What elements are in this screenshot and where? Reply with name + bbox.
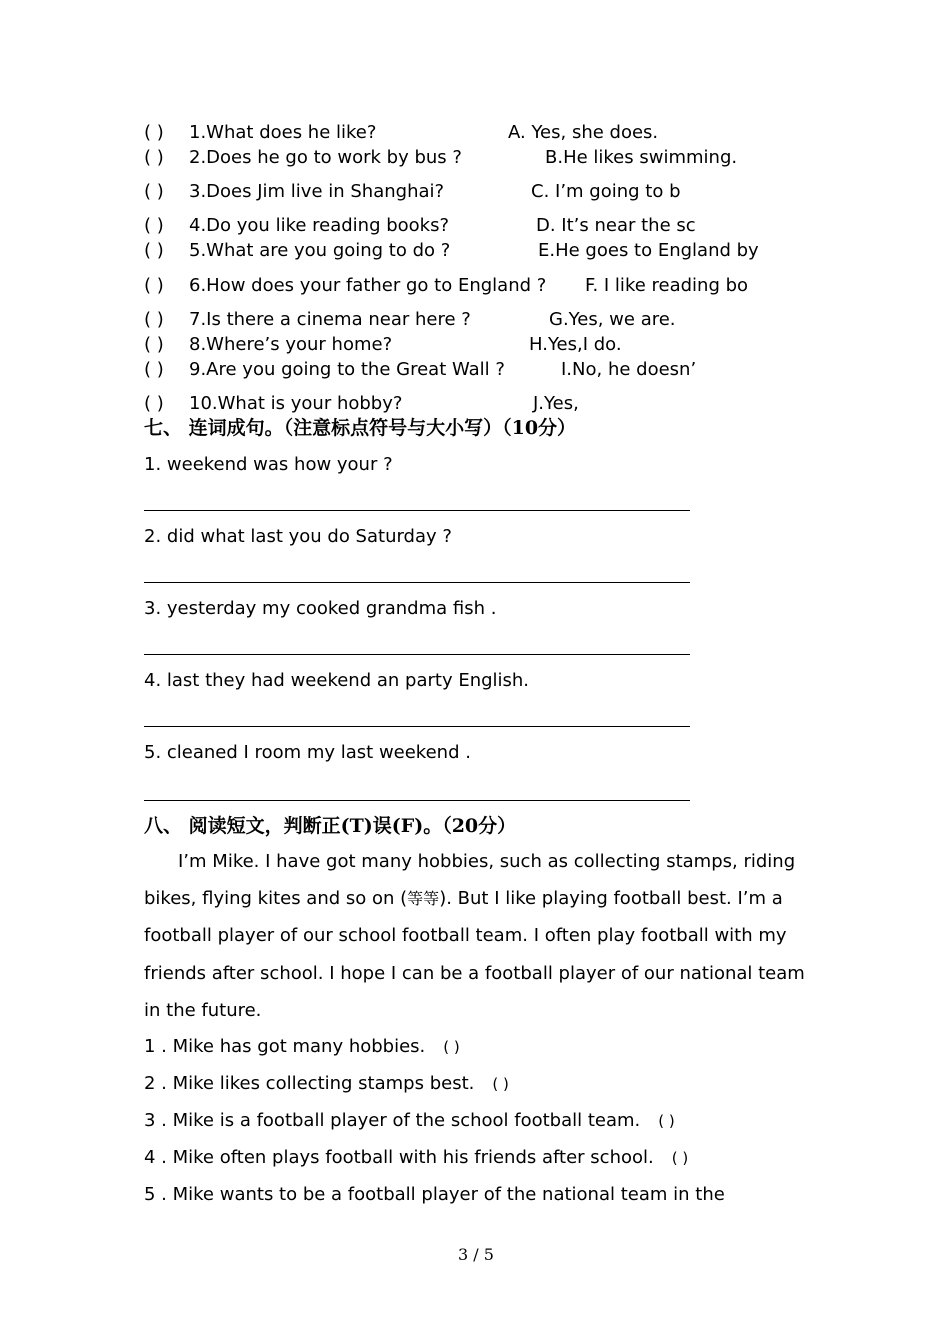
match-answer: C. I’m going to b: [531, 181, 681, 202]
section-8-heading: 八、 阅读短文，判断正(T)误(F)。（20分）: [144, 815, 517, 837]
answer-line[interactable]: [144, 654, 690, 655]
match-question: 10.What is your hobby?: [189, 393, 403, 414]
reorder-item: 4. last they had weekend an party English.: [144, 670, 530, 691]
answer-paren[interactable]: ( ): [144, 275, 164, 296]
answer-paren[interactable]: ( ): [144, 240, 164, 261]
match-answer: E.He goes to England by: [538, 240, 759, 261]
match-question: 3.Does Jim live in Shanghai?: [189, 181, 445, 202]
answer-line[interactable]: [144, 800, 690, 801]
answer-line[interactable]: [144, 582, 690, 583]
answer-paren[interactable]: ( ): [144, 359, 164, 380]
answer-line[interactable]: [144, 726, 690, 727]
tf-blank[interactable]: ( ): [492, 1075, 509, 1093]
tf-statement: 1 . Mike has got many hobbies. ( ): [144, 1036, 460, 1057]
match-answer: B.He likes swimming.: [545, 147, 738, 168]
match-answer: G.Yes, we are.: [549, 309, 676, 330]
match-answer: I.No, he doesn’: [561, 359, 697, 380]
section-7-heading: 七、 连词成句。（注意标点符号与大小写）（10分）: [144, 417, 577, 439]
tf-blank[interactable]: ( ): [658, 1112, 675, 1130]
answer-paren[interactable]: ( ): [144, 147, 164, 168]
match-question: 9.Are you going to the Great Wall ?: [189, 359, 505, 380]
answer-paren[interactable]: ( ): [144, 334, 164, 355]
match-question: 5.What are you going to do ?: [189, 240, 451, 261]
match-question: 2.Does he go to work by bus ?: [189, 147, 462, 168]
tf-statement: 2 . Mike likes collecting stamps best. ( ): [144, 1073, 509, 1094]
answer-paren[interactable]: ( ): [144, 215, 164, 236]
reorder-item: 1. weekend was how your ?: [144, 454, 393, 475]
reorder-item: 5. cleaned I room my last weekend .: [144, 742, 471, 763]
match-question: 1.What does he like?: [189, 122, 377, 143]
passage-cn-note: 等等: [407, 889, 440, 909]
tf-statement: 5 . Mike wants to be a football player of the national team in the: [144, 1184, 725, 1205]
answer-paren[interactable]: ( ): [144, 122, 164, 143]
match-question: 4.Do you like reading books?: [189, 215, 450, 236]
answer-paren[interactable]: ( ): [144, 393, 164, 414]
match-answer: A. Yes, she does.: [508, 122, 659, 143]
reorder-item: 3. yesterday my cooked grandma fish .: [144, 598, 497, 619]
tf-blank[interactable]: ( ): [671, 1149, 689, 1167]
match-answer: F. I like reading bo: [585, 275, 749, 296]
match-answer: H.Yes,I do.: [529, 334, 622, 355]
answer-line[interactable]: [144, 510, 690, 511]
answer-paren[interactable]: ( ): [144, 181, 164, 202]
match-question: 6.How does your father go to England ?: [189, 275, 547, 296]
page-number: 3 / 5: [458, 1245, 494, 1264]
match-question: 7.Is there a cinema near here ?: [189, 309, 471, 330]
match-answer: D. It’s near the sc: [536, 215, 696, 236]
tf-statement: 3 . Mike is a football player of the school football team. ( ): [144, 1110, 675, 1131]
reading-passage: I’m Mike. I have got many hobbies, such as collecting stamps, riding bikes, flying kites and so on (等等). But I like playing football best. I’m a football player of our school football team. I often play football with my friends after school. I hope I can be a football player of our national team in the future.: [144, 851, 805, 1021]
tf-statement: 4 . Mike often plays football with his friends after school. ( ): [144, 1147, 689, 1168]
reorder-item: 2. did what last you do Saturday ?: [144, 526, 452, 547]
match-answer: J.Yes,: [533, 393, 579, 414]
tf-blank[interactable]: ( ): [443, 1038, 460, 1056]
match-question: 8.Where’s your home?: [189, 334, 393, 355]
answer-paren[interactable]: ( ): [144, 309, 164, 330]
